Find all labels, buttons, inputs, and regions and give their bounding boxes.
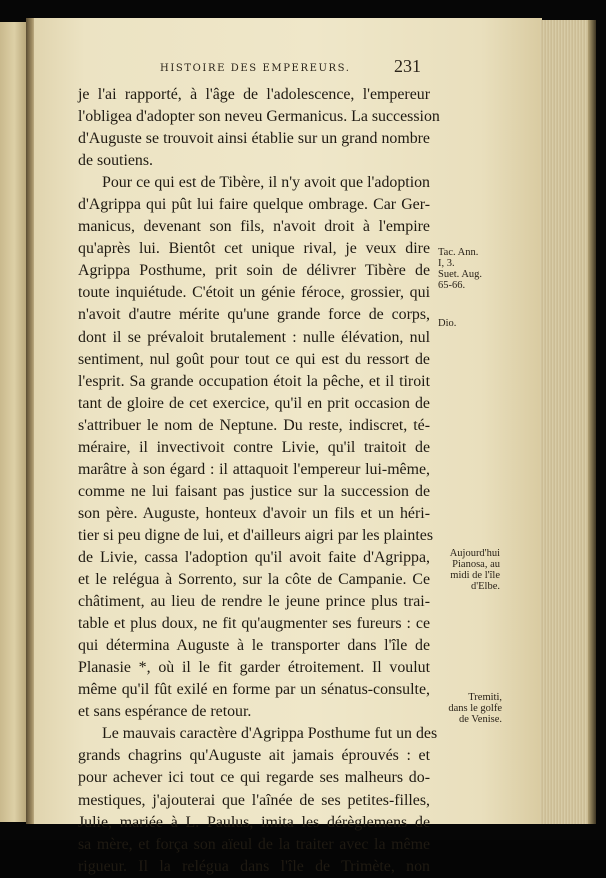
margin-note-dio (438, 318, 456, 329)
text-line: Pour ce qui est de Tibère, il n'y avoit que l'adoption (102, 174, 430, 192)
margin-note-line: dans le golfe (448, 703, 502, 714)
margin-note-trimete (436, 692, 502, 725)
text-line: Julie, mariée à L. Paulus, imita les dérèglemens de (78, 813, 430, 831)
text-line: tant de gloire de cet exercice, qu'il en prit occasion de (78, 394, 430, 412)
margin-note-line: d'Elbe. (470, 581, 500, 592)
text-line: marâtre à son égard : il attaquoit l'empereur lui-même, (78, 460, 430, 478)
text-line: comme ne lui faisant pas justice sur la succession de (78, 482, 430, 500)
text-line: et le relégua à Sorrento, sur la côte de Campanie. Ce (78, 571, 430, 589)
text-line: châtiment, au lieu de rendre le jeune prince plus trai- (78, 593, 430, 611)
margin-note-line: Tac. Ann. (438, 247, 479, 258)
text-line: manicus, devenant son fils, n'avoit droit à l'empire (78, 218, 430, 236)
text-line: Agrippa Posthume, prit soin de délivrer Tibère de (78, 262, 430, 280)
margin-note-line: Tremiti, (468, 692, 502, 703)
text-line: l'esprit. Sa grande occupation étoit la pêche, et il tiroit (78, 372, 430, 390)
text-line: table et plus doux, ne fit qu'augmenter ses fureurs : ce (78, 615, 430, 633)
text-line: toute inquiétude. C'étoit un génie féroce, grossier, qui (78, 284, 430, 302)
margin-note-line: Suet. Aug. (438, 269, 483, 280)
text-line: dont il se prévaloit brutalement : nulle élévation, nul (78, 328, 430, 346)
text-line: même qu'il fût exilé en forme par un sénatus-consulte, (78, 681, 430, 699)
margin-note-tacitus (438, 247, 478, 269)
margin-note-line: I, 3. (438, 258, 455, 269)
margin-note-suetonius (438, 269, 482, 291)
margin-note-line: Pianosa, au (452, 559, 500, 570)
previous-page-edge (0, 22, 26, 822)
margin-note-line: midi de l'île (450, 570, 500, 581)
text-line: je l'ai rapporté, à l'âge de l'adolescence, l'empereur (78, 86, 430, 103)
text-line: grands chagrins qu'Auguste ait jamais éprouvés : et (78, 747, 430, 765)
text-line: s'attribuer le nom de Neptune. Du reste, indiscret, té- (78, 416, 430, 434)
text-line: de soutiens. (78, 152, 154, 170)
text-line: méraire, il invectivoit contre Livie, qu'il traitoit de (78, 438, 430, 456)
text-line: Planasie *, où il le fit garder étroitement. Il voulut (78, 659, 430, 677)
text-line: Le mauvais caractère d'Agrippa Posthume fut un des (102, 725, 438, 743)
text-line: rigueur. Il la relégua dans l'île de Trimète, non (78, 857, 430, 875)
margin-note-line: 65-66. (438, 280, 466, 291)
page-stack-edge (540, 20, 594, 824)
text-line: pour achever ici tout ce qui regarde ses malheurs do- (78, 769, 430, 787)
text-line: sentiment, nul goût pour tout ce qui est du ressort de (78, 350, 430, 368)
page-stack-shadow (588, 20, 596, 824)
text-line: qui détermina Auguste à le transporter dans l'île de (78, 637, 430, 655)
text-line: l'obligea d'adopter son neveu Germanicus. La succession (78, 108, 440, 126)
text-line: n'avoit d'autre mérite qu'une grande force de corps, (78, 306, 430, 324)
text-line: son père. Auguste, honteux d'avoir un fils et un héri- (78, 504, 430, 522)
page-number: 231 (394, 56, 421, 76)
margin-note-line: Aujourd'hui (449, 548, 500, 559)
text-line: sa mère, et força son aïeul de la traiter avec la même (78, 835, 430, 853)
text-line: d'Auguste se trouvoit ainsi établie sur un grand nombre (78, 130, 430, 148)
margin-note-line: de Venise. (459, 714, 502, 725)
text-line: mestiques, j'ajouterai que l'aînée de ses petites-filles, (78, 791, 430, 809)
text-line: qu'après lui. Bientôt cet unique rival, je veux dire (78, 240, 430, 258)
margin-note-planasie (436, 548, 500, 592)
text-line: tier si peu digne de lui, et d'ailleurs aigri par les plaintes (78, 526, 434, 544)
running-head: HISTOIRE DES EMPEREURS. (160, 63, 351, 74)
margin-note-line: Dio. (438, 318, 457, 329)
body-text (78, 84, 440, 878)
text-line: de Livie, cassa l'adoption qu'il avoit faite d'Agrippa, (78, 548, 430, 566)
text-line: et sans espérance de retour. (78, 703, 252, 721)
text-line: d'Agrippa qui pût lui faire quelque ombrage. Car Ger- (78, 196, 430, 214)
